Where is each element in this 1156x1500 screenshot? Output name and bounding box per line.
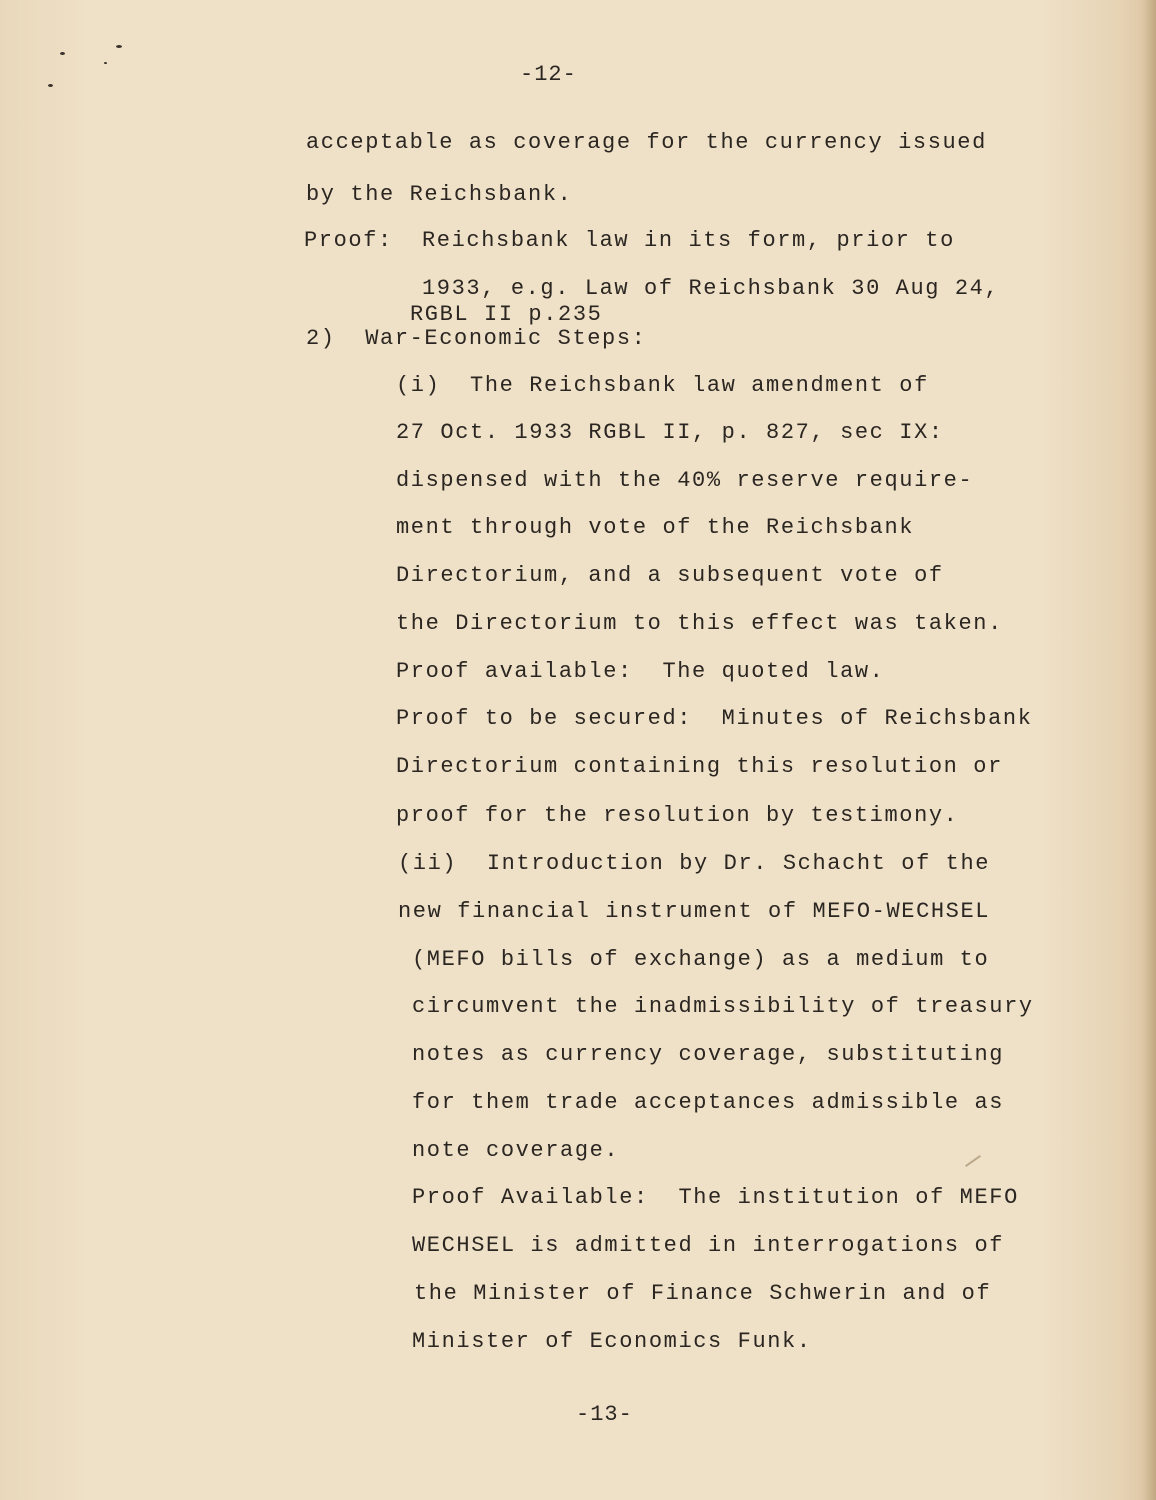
page-number-top: -12- bbox=[520, 62, 577, 87]
proof-block bbox=[304, 230, 955, 252]
section-heading: 2) War-Economic Steps: bbox=[306, 326, 647, 351]
ink-speck bbox=[60, 52, 65, 55]
item-ii-line: notes as currency coverage, substituting bbox=[412, 1042, 1005, 1067]
item-i-line: Proof to be secured: Minutes of Reichsbank bbox=[396, 706, 1033, 731]
item-i-line: (i) The Reichsbank law amendment of bbox=[396, 373, 929, 398]
paragraph-line: by the Reichsbank. bbox=[306, 182, 573, 207]
item-i-line: proof for the resolution by testimony. bbox=[396, 803, 959, 828]
proof-line: 1933, e.g. Law of Reichsbank 30 Aug 24, bbox=[422, 276, 1000, 301]
paragraph-line: acceptable as coverage for the currency issued bbox=[306, 130, 987, 155]
page-edge-shadow bbox=[1142, 0, 1156, 1500]
item-i-line: Proof available: The quoted law. bbox=[396, 659, 885, 684]
item-ii-line: Proof Available: The institution of MEFO bbox=[412, 1185, 1019, 1210]
proof-label: Proof: bbox=[304, 228, 393, 253]
item-ii-line: for them trade acceptances admissible as bbox=[412, 1090, 1005, 1115]
item-ii-line: (ii) Introduction by Dr. Schacht of the bbox=[398, 851, 991, 876]
page-number-bottom: -13- bbox=[576, 1402, 633, 1427]
item-i-line: the Directorium to this effect was taken. bbox=[396, 611, 1003, 636]
ink-speck bbox=[48, 84, 53, 87]
item-i-line: ment through vote of the Reichsbank bbox=[396, 515, 915, 540]
ink-speck bbox=[116, 45, 122, 48]
item-ii-line: WECHSEL is admitted in interrogations of bbox=[412, 1233, 1005, 1258]
proof-line: Reichsbank law in its form, prior to bbox=[422, 228, 955, 253]
item-ii-line: note coverage. bbox=[412, 1138, 620, 1163]
item-i-line: 27 Oct. 1933 RGBL II, p. 827, sec IX: bbox=[396, 420, 944, 445]
item-ii-line: circumvent the inadmissibility of treasury bbox=[412, 994, 1034, 1019]
proof-line: RGBL II p.235 bbox=[410, 302, 603, 327]
item-ii-line: new financial instrument of MEFO-WECHSEL bbox=[398, 899, 991, 924]
item-ii-line: the Minister of Finance Schwerin and of bbox=[414, 1281, 992, 1306]
item-i-line: dispensed with the 40% reserve require- bbox=[396, 468, 974, 493]
item-i-line: Directorium containing this resolution or bbox=[396, 754, 1003, 779]
item-ii-line: (MEFO bills of exchange) as a medium to bbox=[412, 947, 990, 972]
item-i-line: Directorium, and a subsequent vote of bbox=[396, 563, 944, 588]
pencil-mark bbox=[965, 1155, 981, 1167]
ink-speck bbox=[104, 62, 107, 64]
item-ii-line: Minister of Economics Funk. bbox=[412, 1329, 812, 1354]
